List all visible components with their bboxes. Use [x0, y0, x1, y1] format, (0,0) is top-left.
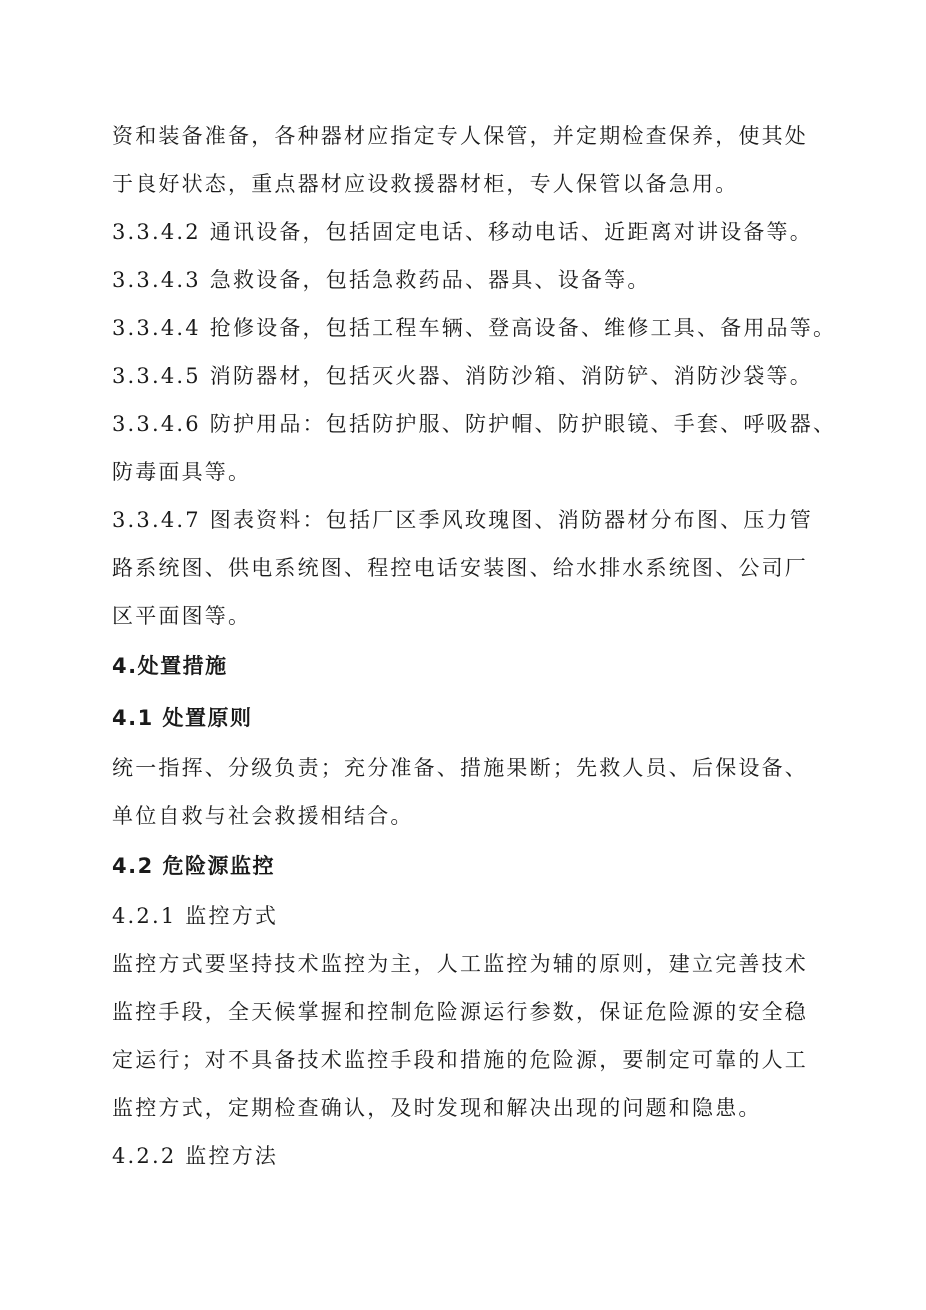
paragraph-line: 资和装备准备，各种器材应指定专人保管，并定期检查保养，使其处 — [112, 124, 808, 148]
paragraph-line: 定运行；对不具备技术监控手段和措施的危险源，要制定可靠的人工 — [112, 1048, 808, 1072]
paragraph-line: 统一指挥、分级负责；充分准备、措施果断；先救人员、后保设备、 — [112, 756, 808, 780]
paragraph-line: 监控方式要坚持技术监控为主，人工监控为辅的原则，建立完善技术 — [112, 952, 808, 976]
item-3-3-4-7-cont: 路系统图、供电系统图、程控电话安装图、给水排水系统图、公司厂 — [112, 556, 808, 580]
paragraph-line: 监控手段，全天候掌握和控制危险源运行参数，保证危险源的安全稳 — [112, 1000, 808, 1024]
section-4-1-heading: 4.1 处置原则 — [112, 706, 253, 730]
section-4-2-2-heading: 4.2.2 监控方法 — [112, 1144, 279, 1168]
item-3-3-4-4: 3.3.4.4 抢修设备，包括工程车辆、登高设备、维修工具、备用品等。 — [112, 316, 837, 340]
document-page — [112, 112, 837, 1180]
section-3-3-4 — [112, 112, 837, 640]
section-4 — [112, 640, 822, 1180]
paragraph-line: 单位自救与社会救援相结合。 — [112, 804, 414, 828]
paragraph-line: 于良好状态，重点器材应设救援器材柜，专人保管以备急用。 — [112, 172, 739, 196]
section-4-2-1-heading: 4.2.1 监控方式 — [112, 904, 279, 928]
item-3-3-4-7-cont: 区平面图等。 — [112, 604, 252, 628]
item-3-3-4-3: 3.3.4.3 急救设备，包括急救药品、器具、设备等。 — [112, 268, 651, 292]
paragraph-line: 监控方式，定期检查确认，及时发现和解决出现的问题和隐患。 — [112, 1096, 762, 1120]
item-3-3-4-6-cont: 防毒面具等。 — [112, 460, 252, 484]
section-4-heading: 4.处置措施 — [112, 654, 228, 678]
item-3-3-4-5: 3.3.4.5 消防器材，包括灭火器、消防沙箱、消防铲、消防沙袋等。 — [112, 364, 813, 388]
item-3-3-4-6: 3.3.4.6 防护用品：包括防护服、防护帽、防护眼镜、手套、呼吸器、 — [112, 412, 837, 436]
item-3-3-4-7: 3.3.4.7 图表资料：包括厂区季风玫瑰图、消防器材分布图、压力管 — [112, 508, 813, 532]
section-4-2-heading: 4.2 危险源监控 — [112, 854, 276, 878]
item-3-3-4-2: 3.3.4.2 通讯设备，包括固定电话、移动电话、近距离对讲设备等。 — [112, 220, 813, 244]
